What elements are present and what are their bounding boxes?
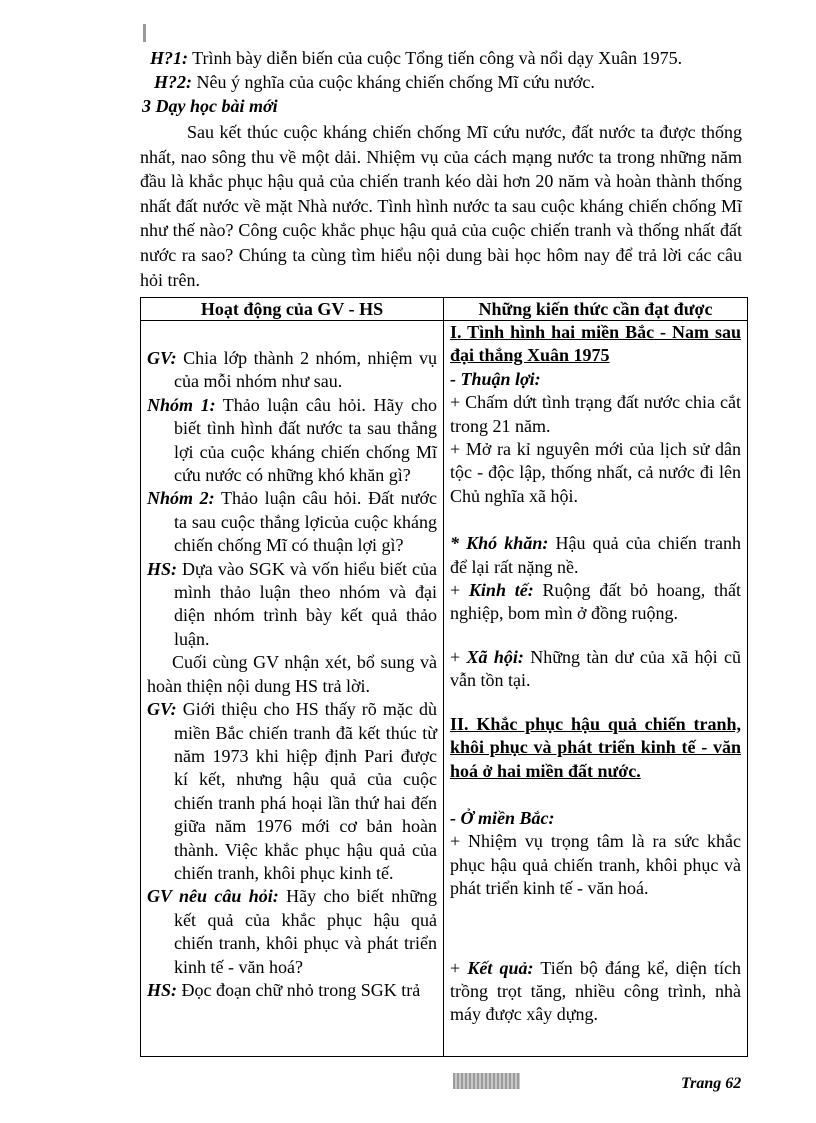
lesson-table bbox=[140, 297, 748, 1057]
group-1-task: Nhóm 1: Thảo luận câu hỏi. Hãy cho biết tình hình đất nước ta sau thắng lợi của cuộc kháng chiến chống Mĩ cứu nước có những khó khăn gì? bbox=[147, 394, 437, 486]
section-heading: 3 Dạy học bài mới bbox=[142, 96, 278, 116]
gv-question: GV nêu câu hỏi: Hãy cho biết những kết quả của khắc phục hậu quả chiến tranh, khôi phục và phát triển kinh tế - văn hoá? bbox=[147, 886, 437, 977]
knowledge-column bbox=[444, 321, 748, 1057]
teacher-conclusion: Cuối cùng GV nhận xét, bổ sung và hoàn thiện nội dung HS trả lời. bbox=[147, 652, 437, 696]
hs-activity-1: HS: Dựa vào SGK và vốn hiểu biết của mình thảo luận theo nhóm và đại diện nhóm trình bày kết quả thảo luận. bbox=[147, 558, 437, 649]
table-header-activities: Hoạt động của GV - HS bbox=[141, 298, 444, 321]
gv-instruction-1: GV: Chia lớp thành 2 nhóm, nhiệm vụ của mỗi nhóm như sau. bbox=[147, 348, 437, 392]
north-task-item: + Nhiệm vụ trọng tâm là ra sức khắc phục hậu quả chiến tranh, khôi phục và phát triển kinh tế - văn hoá. bbox=[450, 831, 741, 899]
heading-part-2: II. Khắc phục hậu quả chiến tranh, khôi phục và phát triển kinh tế - văn hoá ở hai miền đất nước. bbox=[450, 713, 741, 781]
advantage-item: + Mở ra kỉ nguyên mới của lịch sử dân tộc - độc lập, thống nhất, cả nước đi lên Chủ nghĩa xã hội. bbox=[450, 439, 741, 506]
gv-explanation: GV: Giới thiệu cho HS thấy rõ mặc dù miền Bắc chiến tranh đã kết thúc từ năm 1973 khi hiệp định Pari được kí kết, nhưng hậu quả của cuộc chiến tranh phá hoại lần thứ hai đến giữa năm 1976 mới cơ bản hoàn thành. Việc khắc phục hậu quả của chiến tranh, khôi phục kinh tế. bbox=[147, 699, 437, 883]
heading-part-1: I. Tình hình hai miền Bắc - Nam sau đại thắng Xuân 1975 bbox=[450, 322, 741, 366]
review-question-1 bbox=[150, 47, 682, 70]
footer-decoration bbox=[453, 1073, 520, 1089]
hs-activity-2: HS: Đọc đoạn chữ nhỏ trong SGK trả bbox=[147, 979, 421, 1000]
intro-paragraph: Sau kết thúc cuộc kháng chiến chống Mĩ cứu nước, đất nước ta được thống nhất, nao sông thu về một dải. Nhiệm vụ của cách mạng nước ta trong những năm đầu là khắc phục hậu quả của chiến tranh kéo dài hơn 20 năm và hoàn thành thống nhất đất nước về mặt Nhà nước. Tình hình nước ta sau cuộc kháng chiến chống Mĩ như thế nào? Công cuộc khắc phục hậu quả của cuộc chiến tranh và thống nhất đất nước ra sao? Chúng ta cùng tìm hiểu nội dung bài học hôm nay để trả lời các câu hỏi trên. bbox=[140, 122, 742, 290]
review-question-2 bbox=[154, 71, 595, 94]
difficulties-paragraph: * Khó khăn: Hậu quả của chiến tranh để lại rất nặng nề. bbox=[450, 533, 741, 577]
north-label: - Ở miền Bắc: bbox=[450, 807, 555, 828]
question-label: H?1: bbox=[150, 48, 188, 68]
question-label: H?2: bbox=[154, 72, 192, 92]
activities-column bbox=[141, 321, 444, 1057]
economy-item: + Kinh tế: Ruộng đất bỏ hoang, thất nghiệp, bom mìn ở đồng ruộng. bbox=[450, 580, 741, 624]
society-item: + Xã hội: Những tàn dư của xã hội cũ vẫn tồn tại. bbox=[450, 646, 741, 691]
advantage-item: + Chấm dứt tình trạng đất nước chia cắt trong 21 năm. bbox=[450, 392, 741, 436]
page-number: Trang 62 bbox=[681, 1075, 742, 1092]
group-2-task: Nhóm 2: Thảo luận câu hỏi. Đất nước ta sau cuộc thắng lợicủa cuộc kháng chiến chống Mĩ có thuận lợi gì? bbox=[147, 488, 437, 556]
question-text: Trình bày diễn biến của cuộc Tổng tiến công và nổi dạy Xuân 1975. bbox=[188, 48, 683, 68]
results-item: + Kết quả: Tiến bộ đáng kể, diện tích trồng trọt tăng, nhiều công trình, nhà máy được xây dựng. bbox=[450, 957, 741, 1025]
question-text: Nêu ý nghĩa của cuộc kháng chiến chống Mĩ cứu nước. bbox=[192, 72, 595, 92]
advantages-label: - Thuận lợi: bbox=[450, 368, 541, 389]
margin-mark bbox=[143, 24, 146, 42]
table-header-knowledge: Những kiến thức cần đạt được bbox=[444, 298, 748, 321]
